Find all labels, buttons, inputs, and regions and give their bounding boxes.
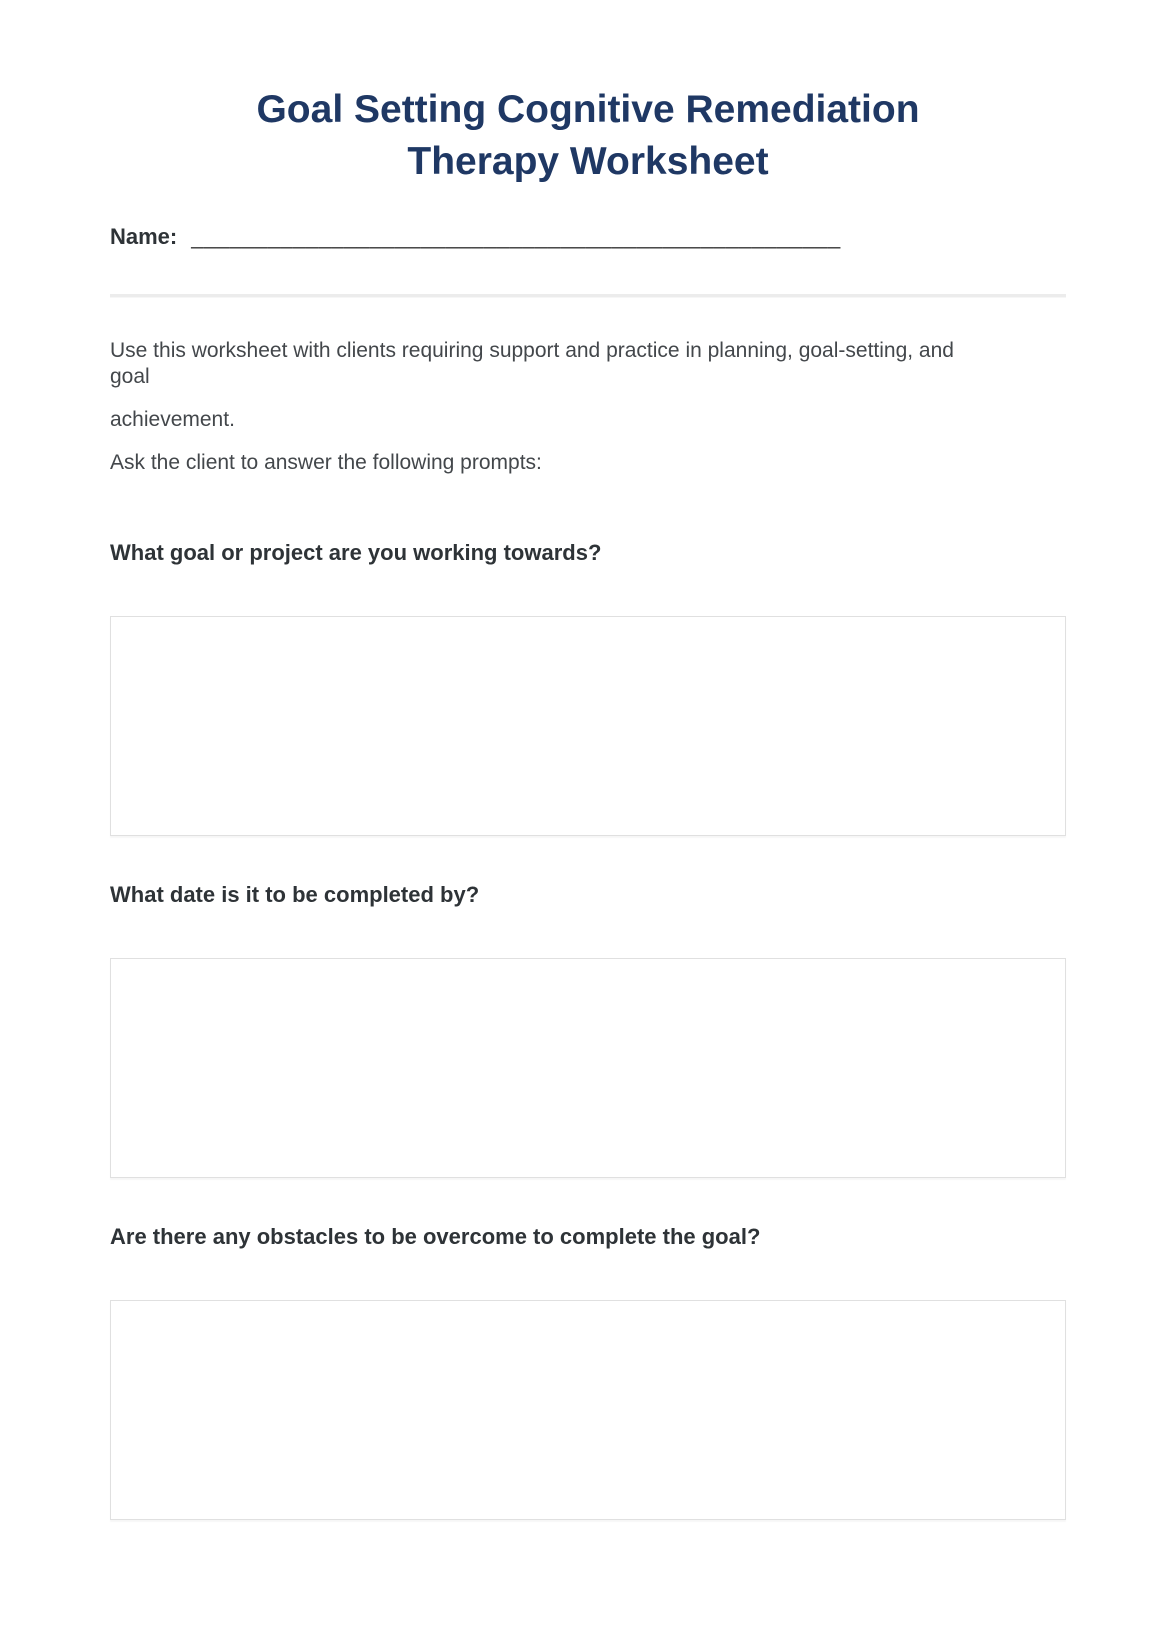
page-title bbox=[110, 0, 1066, 188]
question-label: What date is it to be completed by? bbox=[110, 882, 480, 907]
intro bbox=[110, 338, 1066, 476]
intro-paragraph: Ask the client to answer the following prompts: bbox=[110, 451, 542, 474]
page-title-line-1: Goal Setting Cognitive Remediation bbox=[256, 88, 920, 131]
page-title-line-2: Therapy Worksheet bbox=[407, 140, 769, 183]
name-row bbox=[110, 224, 1066, 250]
question-block bbox=[110, 1224, 1066, 1520]
name-label: Name: bbox=[110, 224, 178, 249]
section-divider bbox=[110, 294, 1066, 298]
answer-box[interactable] bbox=[110, 958, 1066, 1178]
intro-paragraph: achievement. bbox=[110, 408, 235, 431]
answer-box[interactable] bbox=[110, 616, 1066, 836]
question-label: What goal or project are you working towards? bbox=[110, 540, 602, 565]
answer-box[interactable] bbox=[110, 1300, 1066, 1520]
question-label: Are there any obstacles to be overcome to complete the goal? bbox=[110, 1224, 761, 1249]
questions bbox=[110, 540, 1066, 1520]
question-block bbox=[110, 882, 1066, 1178]
question-block bbox=[110, 540, 1066, 836]
name-fill-line[interactable]: ___________________________________________________ bbox=[191, 224, 841, 249]
intro-paragraph: Use this worksheet with clients requiring support and practice in planning, goal-setting, and goal bbox=[110, 339, 954, 388]
